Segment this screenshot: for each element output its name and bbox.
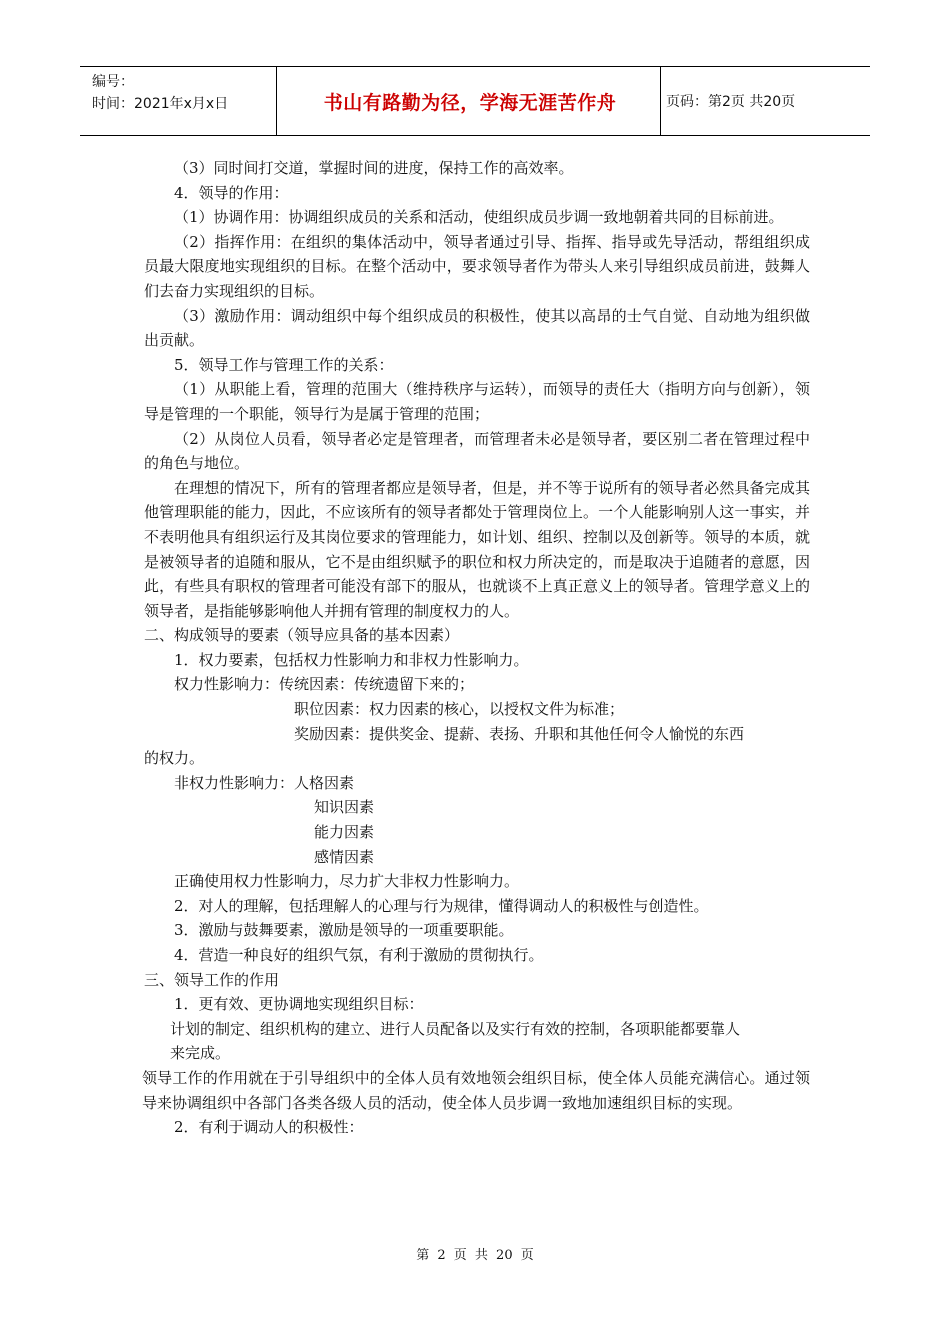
paragraph: 在理想的情况下，所有的管理者都应是领导者，但是，并不等于说所有的领导者必然具备完成其他管理职能的能力，因此，不应该所有的领导者都处于管理岗位上。一个人能影响别人这一事实，并不表明他具有组织运行及其岗位要求的管理能力，如计划、组织、控制以及创新等。领导的本质，就是被领导者的追随和服从，它不是由组织赋予的职位和权力所决定的，而是取决于追随者的意愿，因此，有些具有职权的管理者可能没有部下的服从，也就谈不上真正意义上的领导者。管理学意义上的领导者，是指能够影响他人并拥有管理的制度权力的人。 [144, 478, 810, 620]
paragraph: 2．有利于调动人的积极性： [174, 1118, 364, 1137]
header-motto: 书山有路勤为径，学海无涯苦作舟 [323, 91, 617, 114]
paragraph: 权力性影响力：传统因素：传统遗留下来的； [174, 675, 475, 694]
number-label: 编号： [92, 74, 134, 90]
paragraph: 的权力。 [144, 749, 205, 768]
section-heading: 二、构成领导的要素（领导应具备的基本因素） [144, 626, 460, 645]
section-heading: 三、领导工作的作用 [144, 970, 280, 989]
paragraph: 来完成。 [170, 1044, 231, 1063]
paragraph: 领导工作的作用就在于引导组织中的全体人员有效地领会组织目标，使全体人员能充满信心。通过领导来协调组织中各部门各类各级人员的活动，使全体人员步调一致地加速组织目标的实现。 [142, 1068, 810, 1112]
paragraph: 非权力性影响力：人格因素 [174, 773, 355, 792]
paragraph: 正确使用权力性影响力，尽力扩大非权力性影响力。 [174, 872, 520, 891]
header-divider-left [276, 66, 277, 136]
page-footer: 第 2 页 共 20 页 [416, 1248, 534, 1263]
paragraph: 计划的制定、组织机构的建立、进行人员配备以及实行有效的控制，各项职能都要靠人 [170, 1019, 741, 1038]
paragraph: 1．更有效、更协调地实现组织目标： [174, 995, 424, 1014]
paragraph: （2）从岗位人员看，领导者必定是管理者，而管理者未必是领导者，要区别二者在管理过程中的角色与地位。 [144, 429, 810, 473]
header-meta [92, 71, 228, 115]
paragraph: 1．权力要素，包括权力性影响力和非权力性影响力。 [174, 650, 529, 669]
paragraph: 2．对人的理解，包括理解人的心理与行为规律，懂得调动人的积极性与创造性。 [174, 896, 709, 915]
paragraph: （2）指挥作用：在组织的集体活动中，领导者通过引导、指挥、指导或先导活动，帮组组织成员最大限度地实现组织的目标。在整个活动中，要求领导者作为带头人来引导组织成员前进，鼓舞人们去奋力实现组织的目标。 [144, 232, 810, 300]
paragraph: 能力因素 [314, 823, 375, 842]
document-body [144, 156, 810, 1140]
paragraph: 感情因素 [314, 847, 375, 866]
paragraph: （1）协调作用：协调组织成员的关系和活动，使组织成员步调一致地朝着共同的目标前进。 [174, 208, 784, 227]
page-header [80, 66, 870, 136]
paragraph: 5．领导工作与管理工作的关系： [174, 355, 394, 374]
paragraph: （1）从职能上看，管理的范围大（维持秩序与运转），而领导的责任大（指明方向与创新），领导是管理的一个职能，领导行为是属于管理的范围； [144, 380, 810, 423]
paragraph: 职位因素：权力因素的核心，以授权文件为标准； [294, 700, 625, 719]
paragraph: （3）同时间打交道，掌握时间的进度，保持工作的高效率。 [174, 159, 574, 177]
header-divider-right [660, 66, 661, 136]
paragraph: （3）激励作用：调动组织中每个组织成员的积极性，使其以高昂的士气自觉、自动地为组织做出贡献。 [144, 306, 810, 350]
paragraph: 知识因素 [314, 798, 375, 817]
paragraph: 3．激励与鼓舞要素，激励是领导的一项重要职能。 [174, 921, 514, 940]
paragraph: 4．营造一种良好的组织气氛，有利于激励的贯彻执行。 [174, 946, 544, 964]
header-page-info: 页码：第2页 共20页 [666, 94, 796, 110]
paragraph: 奖励因素：提供奖金、提薪、表扬、升职和其他任何令人愉悦的东西 [294, 724, 745, 743]
time-label: 时间：2021年x月x日 [92, 96, 229, 112]
paragraph: 4．领导的作用： [174, 183, 289, 202]
